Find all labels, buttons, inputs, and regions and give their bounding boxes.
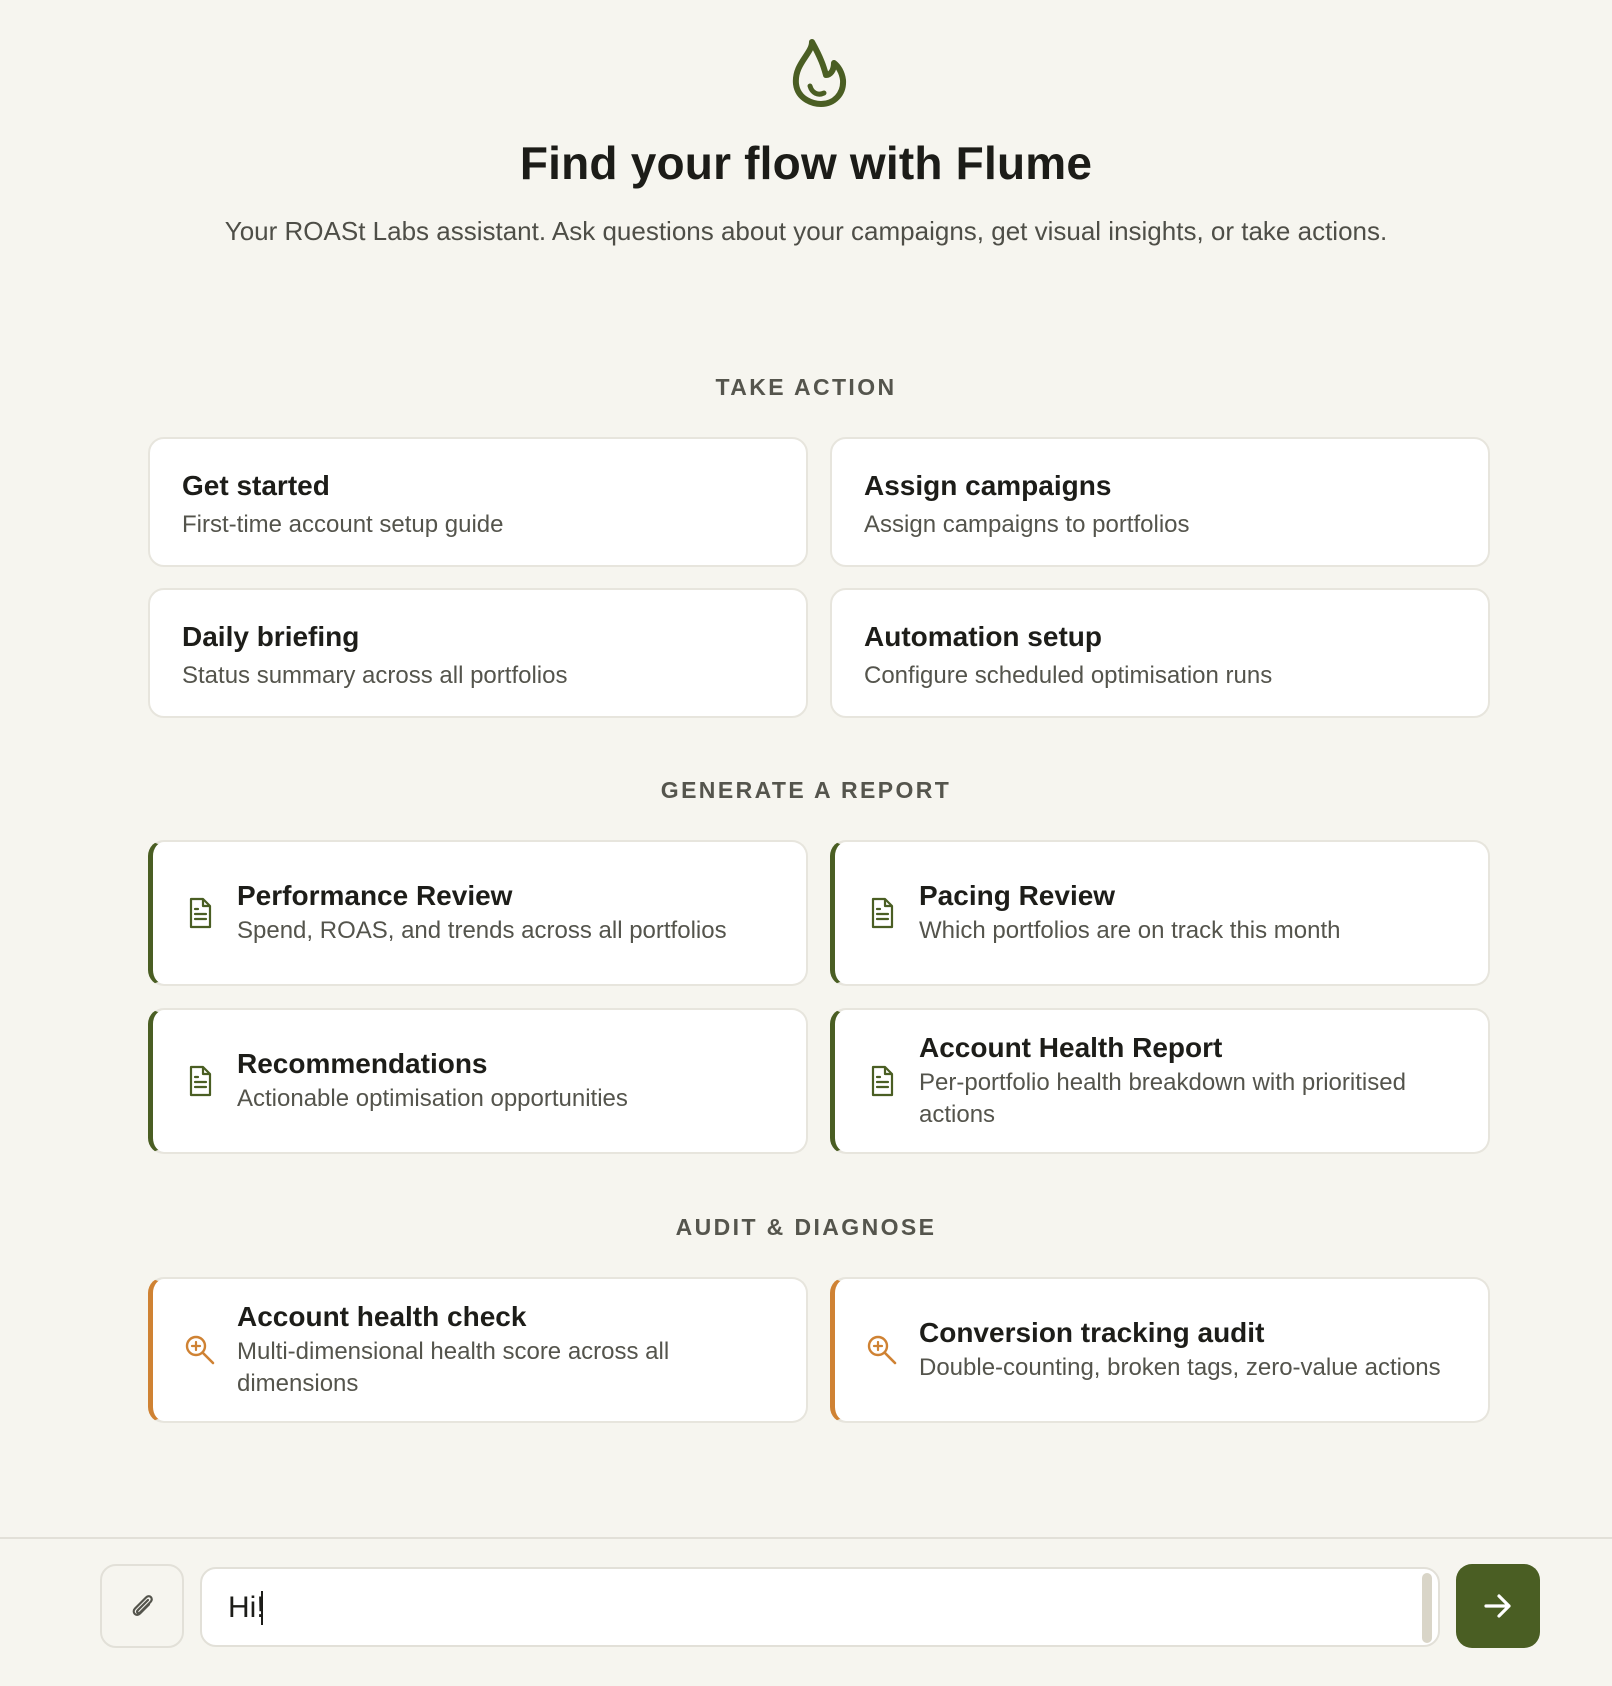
document-icon	[865, 1064, 899, 1098]
card-title: Daily briefing	[182, 621, 360, 652]
composer-bar	[0, 1537, 1612, 1686]
text-caret	[261, 1591, 263, 1625]
card-title: Recommendations	[237, 1048, 488, 1079]
card-daily-briefing[interactable]	[148, 588, 808, 718]
card-title: Conversion tracking audit	[919, 1317, 1265, 1348]
card-description: Multi-dimensional health score across all dimensions	[237, 1338, 670, 1397]
card-text	[237, 879, 776, 947]
card-description: First-time account setup guide	[182, 511, 504, 538]
page-subtitle: Your ROASt Labs assistant. Ask questions about your campaigns, get visual insights, or take actions.	[224, 216, 1388, 246]
card-text	[237, 1047, 776, 1115]
card-description: Assign campaigns to portfolios	[864, 511, 1190, 538]
card-automation-setup[interactable]	[830, 588, 1490, 718]
card-text	[237, 1300, 776, 1400]
zoom-in-icon	[183, 1333, 217, 1367]
section-label-audit-diagnose: AUDIT & DIAGNOSE	[675, 1214, 937, 1240]
card-title: Assign campaigns	[864, 470, 1112, 501]
chat-input[interactable]	[228, 1583, 1388, 1633]
card-assign-campaigns[interactable]	[830, 437, 1490, 567]
card-title: Pacing Review	[919, 880, 1116, 911]
card-pacing-review[interactable]	[830, 840, 1490, 986]
card-description: Status summary across all portfolios	[182, 662, 568, 689]
chat-input-wrapper	[200, 1567, 1440, 1647]
card-recommendations[interactable]	[148, 1008, 808, 1154]
zoom-in-icon	[865, 1333, 899, 1367]
card-description: Actionable optimisation opportunities	[237, 1085, 628, 1112]
card-account-health-report[interactable]	[830, 1008, 1490, 1154]
card-description: Per-portfolio health breakdown with prioritised actions	[919, 1069, 1406, 1128]
card-performance-review[interactable]	[148, 840, 808, 986]
card-conversion-tracking-audit[interactable]	[830, 1277, 1490, 1423]
card-get-started[interactable]	[148, 437, 808, 567]
document-icon	[183, 1064, 217, 1098]
card-description: Configure scheduled optimisation runs	[864, 662, 1273, 689]
attach-button[interactable]	[100, 1564, 184, 1648]
section-label-take-action: TAKE ACTION	[715, 374, 897, 400]
card-description: Which portfolios are on track this month	[919, 917, 1341, 944]
section-label-generate-report: GENERATE A REPORT	[660, 777, 952, 803]
card-description: Spend, ROAS, and trends across all portfolios	[237, 917, 727, 944]
card-title: Automation setup	[864, 621, 1102, 652]
card-account-health-check[interactable]	[148, 1277, 808, 1423]
card-title: Performance Review	[237, 880, 513, 911]
card-text	[919, 1316, 1458, 1384]
document-icon	[865, 896, 899, 930]
card-title: Get started	[182, 470, 330, 501]
card-text	[919, 1031, 1458, 1131]
input-resize-handle[interactable]	[1422, 1573, 1432, 1643]
flame-icon	[786, 38, 852, 108]
card-text	[919, 879, 1458, 947]
paperclip-icon	[126, 1590, 158, 1622]
card-title: Account Health Report	[919, 1032, 1223, 1063]
card-title: Account health check	[237, 1301, 527, 1332]
card-description: Double-counting, broken tags, zero-value actions	[919, 1354, 1441, 1381]
page-title: Find your flow with Flume	[519, 137, 1093, 189]
arrow-right-icon	[1480, 1588, 1516, 1624]
send-button[interactable]	[1456, 1564, 1540, 1648]
document-icon	[183, 896, 217, 930]
